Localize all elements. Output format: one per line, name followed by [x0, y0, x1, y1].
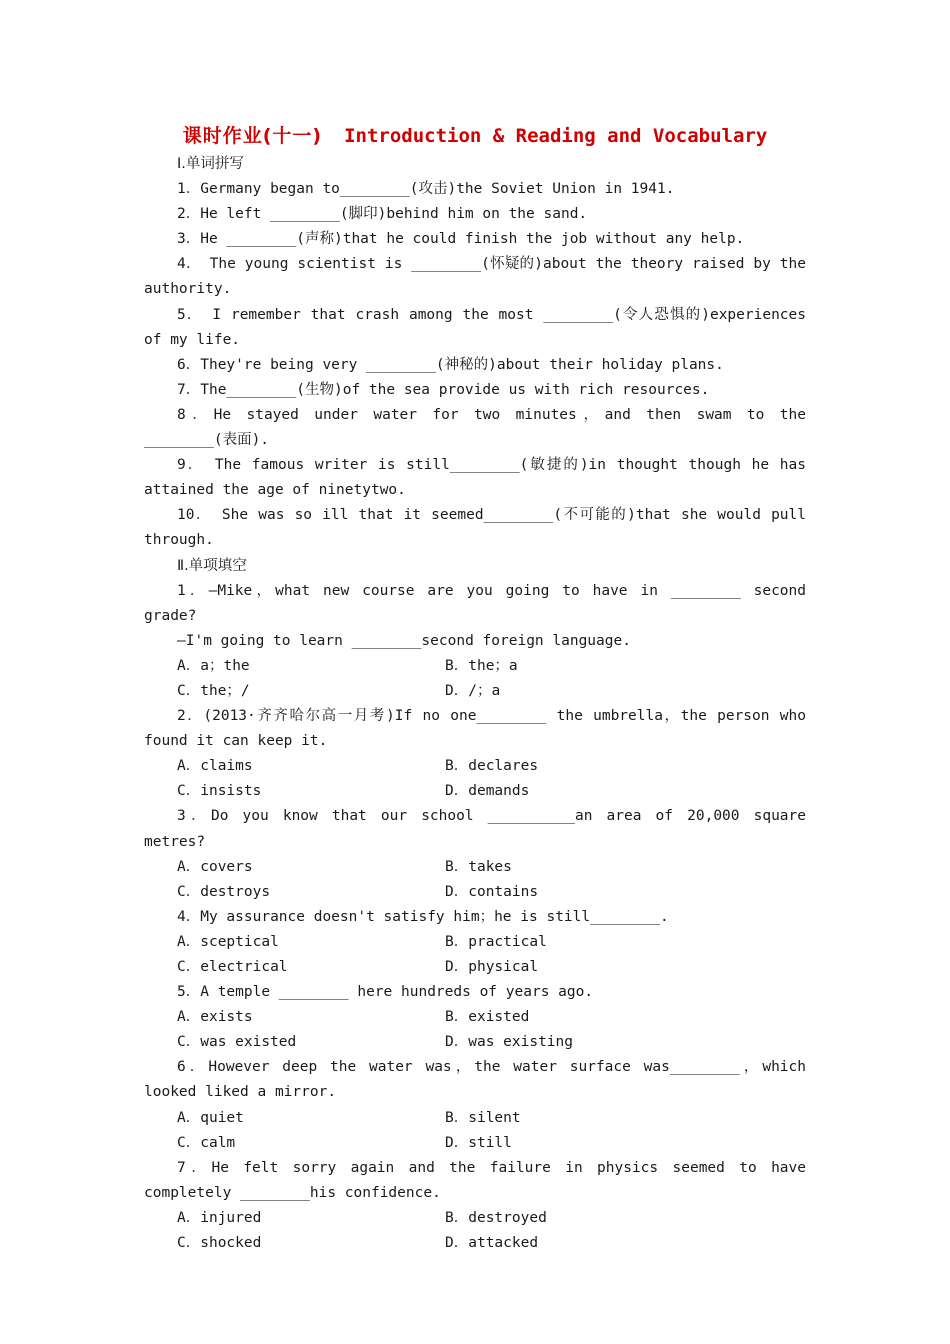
question-stem: 3．Do you know that our school __________an area of 20,000 square metres?: [144, 808, 806, 850]
option-c: C．insists: [177, 783, 262, 800]
option-d: D．attacked: [445, 1235, 539, 1252]
question-stem: 5．A temple ________ here hundreds of years ago.: [177, 984, 594, 1001]
option-b: B．the；a: [445, 657, 518, 674]
options-row: [144, 855, 806, 880]
option-b: B．takes: [445, 858, 512, 875]
option-b: B．declares: [445, 758, 539, 775]
options-row: [144, 930, 806, 955]
spelling-item: 9． The famous writer is still________(敏捷的)in thought though he has attained the age of ninetytwo.: [144, 457, 806, 499]
option-c: C．destroys: [177, 883, 271, 900]
option-b: B．existed: [445, 1009, 530, 1026]
spelling-item: 2．He left ________(脚印)behind him on the sand.: [177, 206, 588, 223]
question-stem: 4．My assurance doesn't satisfy him；he is still________.: [177, 908, 669, 925]
options-row: [144, 1106, 806, 1131]
option-d: D．physical: [445, 959, 539, 975]
options-row: [144, 1206, 806, 1231]
options-row: [144, 880, 806, 905]
options-row: [144, 779, 806, 804]
option-b: B．practical: [445, 933, 547, 950]
question-stem: —I'm going to learn ________second foreign language.: [177, 632, 631, 649]
option-d: D．still: [445, 1134, 512, 1151]
options-row: [144, 754, 806, 779]
options-row: [144, 654, 806, 679]
option-a: A．covers: [177, 858, 253, 875]
option-c: C．was existed: [177, 1034, 297, 1051]
option-b: B．destroyed: [445, 1209, 547, 1226]
page-title: [144, 120, 806, 152]
spelling-item: 1．Germany began to________(攻击)the Soviet Union in 1941.: [177, 181, 675, 198]
worksheet-page: [144, 120, 806, 1256]
section-heading-spelling: Ⅰ.单词拼写: [177, 156, 244, 172]
option-c: C．the；/: [177, 682, 250, 699]
question-stem: 1．—Mike，what new course are you going to have in ________ second grade?: [144, 582, 806, 624]
option-c: C．shocked: [177, 1235, 262, 1252]
option-d: D．demands: [445, 783, 530, 800]
spelling-item: 6．They're being very ________(神秘的)about their holiday plans.: [177, 356, 724, 373]
question-stem: 6．However deep the water was，the water surface was________，which looked liked a mirror.: [144, 1059, 806, 1101]
spelling-item: 5． I remember that crash among the most ________(令人恐惧的)experiences of my life.: [144, 306, 806, 348]
option-a: A．claims: [177, 758, 253, 775]
option-d: D．was existing: [445, 1034, 573, 1051]
options-row: [144, 1231, 806, 1256]
options-row: [144, 1005, 806, 1030]
option-d: D．contains: [445, 883, 539, 900]
spelling-item: 4． The young scientist is ________(怀疑的)about the theory raised by the authority.: [144, 256, 806, 298]
spelling-item: 10． She was so ill that it seemed________(不可能的)that she would pull through.: [144, 507, 806, 549]
option-c: C．calm: [177, 1134, 236, 1151]
option-b: B．silent: [445, 1109, 521, 1126]
spelling-item: 3．He ________(声称)that he could finish the job without any help.: [177, 231, 745, 248]
option-c: C．electrical: [177, 959, 288, 975]
question-stem: 2．(2013·齐齐哈尔高一月考)If no one________ the umbrella，the person who found it can keep it.: [144, 708, 806, 750]
option-a: A．sceptical: [177, 933, 279, 950]
options-row: [144, 955, 806, 980]
question-stem: 7．He felt sorry again and the failure in physics seemed to have completely ________his confidence.: [144, 1159, 806, 1201]
options-row: [144, 1030, 806, 1055]
option-a: A．quiet: [177, 1109, 244, 1126]
spelling-item: 7．The________(生物)of the sea provide us with rich resources.: [177, 381, 710, 398]
option-d: D．/；a: [445, 682, 501, 699]
option-a: A．a；the: [177, 657, 250, 674]
option-a: A．exists: [177, 1009, 253, 1026]
options-row: [144, 1131, 806, 1156]
title-chinese: 课时作业(十一): [182, 125, 323, 147]
option-a: A．injured: [177, 1209, 262, 1226]
options-row: [144, 679, 806, 704]
title-english: Introduction & Reading and Vocabulary: [344, 125, 768, 147]
section-heading-choice: Ⅱ.单项填空: [177, 557, 247, 574]
spelling-item: 8．He stayed under water for two minutes，and then swam to the ________(表面).: [144, 406, 806, 449]
